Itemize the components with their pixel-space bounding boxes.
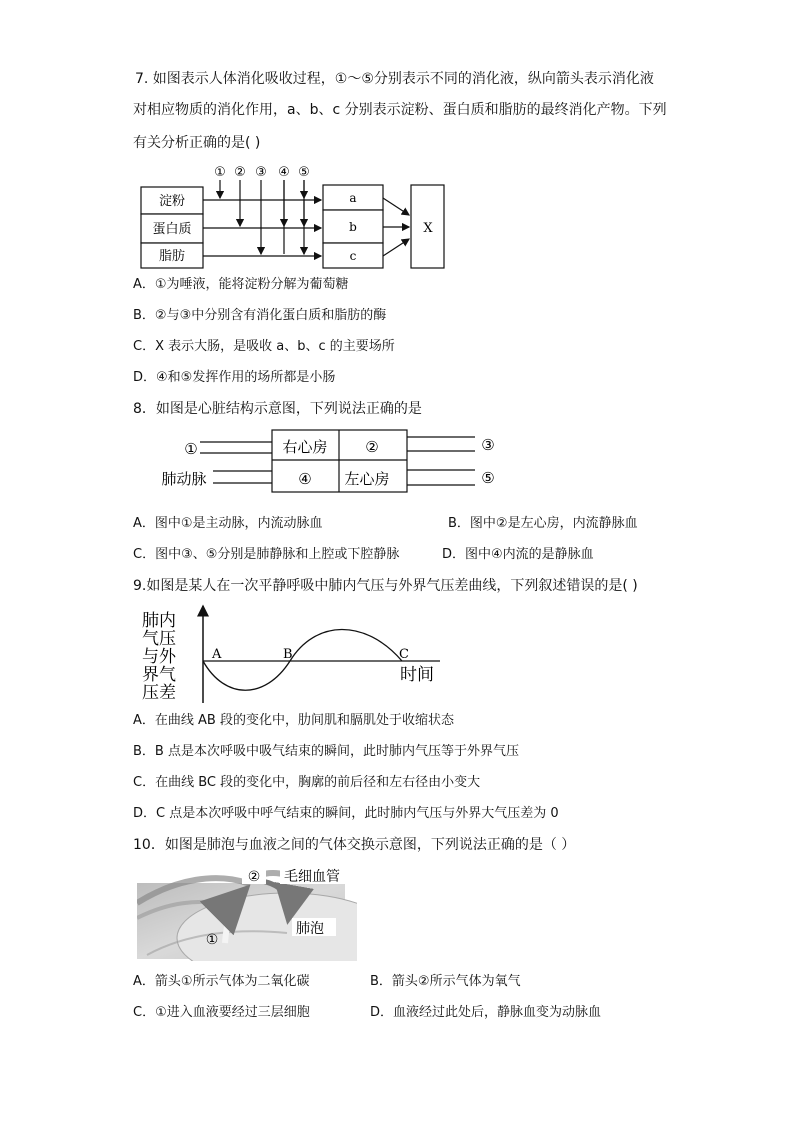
q8-option-d[interactable]: D．图中④内流的是静脉血 xyxy=(442,547,594,562)
q7-label-5: ⑤ xyxy=(298,165,310,180)
q7-stem-line-3: 有关分析正确的是( ) xyxy=(133,135,261,151)
q7-option-c[interactable]: C．X 表示大肠，是吸收 a、b、c 的主要场所 xyxy=(133,339,395,354)
q10-label-2: ② xyxy=(247,869,261,885)
q9-option-d[interactable]: D．C 点是本次呼吸中呼气结束的瞬间，此时肺内气压与外界大气压差为 0 xyxy=(133,806,559,821)
q9-point-b: B xyxy=(283,647,293,662)
q7-option-d[interactable]: D．④和⑤发挥作用的场所都是小肠 xyxy=(133,370,336,385)
q10-alveolus: 肺泡 xyxy=(296,921,324,937)
q7-option-b[interactable]: B．②与③中分别含有消化蛋白质和脂肪的酶 xyxy=(133,308,387,323)
q8-label-2: ② xyxy=(365,438,379,456)
q7-product-c: c xyxy=(349,249,357,263)
q8-label-3: ③ xyxy=(481,436,495,454)
q8-label-1: ① xyxy=(184,440,198,458)
q8-pulmonary-artery: 肺动脉 xyxy=(161,470,207,488)
q10-stem: 10．如图是肺泡与血液之间的气体交换示意图，下列说法正确的是（ ） xyxy=(133,837,576,853)
q8-label-4: ④ xyxy=(298,470,312,488)
q9-option-b[interactable]: B．B 点是本次呼吸中吸气结束的瞬间，此时肺内气压等于外界气压 xyxy=(133,744,519,759)
q7-product-a: a xyxy=(349,191,357,205)
q7-label-1: ① xyxy=(214,165,226,180)
q8-option-a[interactable]: A．图中①是主动脉，内流动脉血 xyxy=(133,516,323,531)
q7-label-3: ③ xyxy=(255,165,267,180)
q10-label-1: ① xyxy=(205,932,219,948)
q8-left-atrium: 左心房 xyxy=(344,470,390,488)
q10-option-b[interactable]: B．箭头②所示气体为氧气 xyxy=(370,974,521,989)
q10-gas-exchange-figure xyxy=(137,863,357,961)
q10-option-c[interactable]: C．①进入血液要经过三层细胞 xyxy=(133,1005,310,1020)
q8-label-5: ⑤ xyxy=(481,469,495,487)
q7-substance-protein: 蛋白质 xyxy=(152,222,192,237)
q9-option-a[interactable]: A．在曲线 AB 段的变化中，肋间肌和膈肌处于收缩状态 xyxy=(133,713,454,728)
q10-option-d[interactable]: D．血液经过此处后，静脉血变为动脉血 xyxy=(370,1005,602,1020)
q7-product-b: b xyxy=(349,220,357,234)
q7-stem-line-2: 对相应物质的消化作用，a、b、c 分别表示淀粉、蛋白质和脂肪的最终消化产物。下列 xyxy=(133,102,667,118)
q7-stem-line-1: 7. 如图表示人体消化吸收过程，①～⑤分别表示不同的消化液，纵向箭头表示消化液 xyxy=(135,71,654,87)
q9-ylabel-3: 与外 xyxy=(142,647,176,667)
q10-capillary: 毛细血管 xyxy=(284,869,340,885)
q8-heart-diagram xyxy=(155,425,505,500)
q7-substance-fat: 脂肪 xyxy=(158,249,186,264)
q8-right-atrium: 右心房 xyxy=(282,438,328,456)
q7-digestion-diagram xyxy=(138,160,448,270)
q7-label-4: ④ xyxy=(278,165,290,180)
q9-ylabel-4: 界气 xyxy=(142,665,176,685)
q8-option-b[interactable]: B．图中②是左心房，内流静脉血 xyxy=(448,516,638,531)
q9-option-c[interactable]: C．在曲线 BC 段的变化中，胸廓的前后径和左右径由小变大 xyxy=(133,775,481,790)
q7-option-a[interactable]: A．①为唾液，能将淀粉分解为葡萄糖 xyxy=(133,277,349,292)
q9-ylabel-5: 压差 xyxy=(142,683,176,703)
q7-x-label: X xyxy=(423,221,433,236)
q9-pressure-curve xyxy=(140,600,460,705)
q9-xlabel: 时间 xyxy=(400,665,434,685)
q9-point-c: C xyxy=(399,647,409,662)
q7-label-2: ② xyxy=(234,165,246,180)
q8-option-c[interactable]: C．图中③、⑤分别是肺静脉和上腔或下腔静脉 xyxy=(133,547,400,562)
q9-stem: 9.如图是某人在一次平静呼吸中肺内气压与外界气压差曲线，下列叙述错误的是( ) xyxy=(133,578,638,594)
q9-ylabel-1: 肺内 xyxy=(142,611,176,631)
q9-point-a: A xyxy=(212,647,222,662)
q8-stem: 8．如图是心脏结构示意图，下列说法正确的是 xyxy=(133,401,422,417)
q7-substance-starch: 淀粉 xyxy=(158,194,186,209)
q10-option-a[interactable]: A．箭头①所示气体为二氧化碳 xyxy=(133,974,310,989)
q9-ylabel-2: 气压 xyxy=(142,629,176,649)
